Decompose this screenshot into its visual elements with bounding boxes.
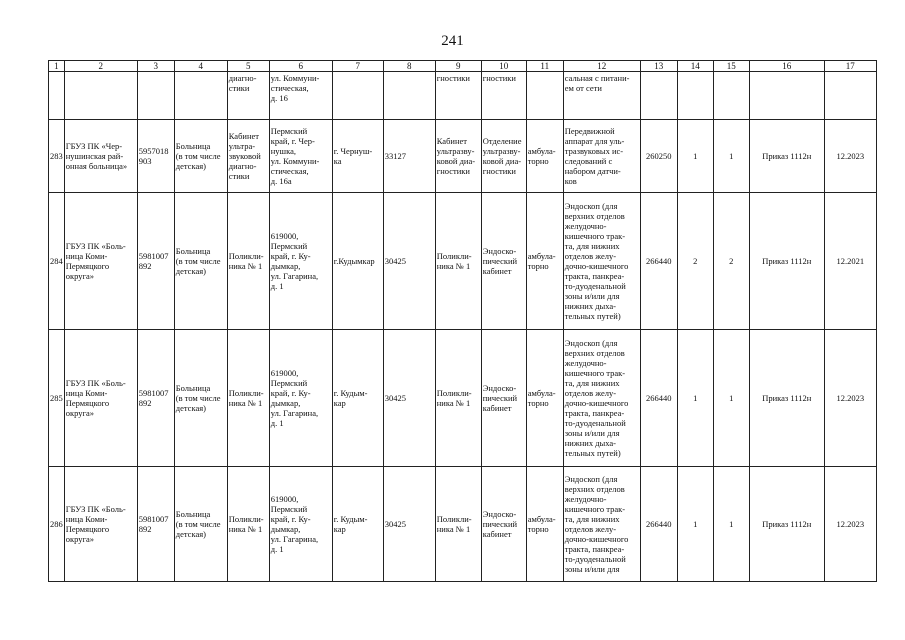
- column-number: 1: [49, 61, 65, 72]
- column-number: 10: [481, 61, 526, 72]
- address-cell: ул. Коммуни- стическая, д. 16: [269, 72, 332, 120]
- column-number: 12: [563, 61, 640, 72]
- row-number-cell: 284: [49, 193, 65, 330]
- facility-type-cell: Больница (в том числе детская): [174, 193, 227, 330]
- equipment-code-cell: 266440: [640, 467, 677, 582]
- care-type-cell: амбула- торно: [526, 467, 563, 582]
- code-cell: 30425: [383, 193, 435, 330]
- table-row: [49, 193, 877, 330]
- equipment-code-cell: 266440: [640, 193, 677, 330]
- order-cell: Приказ 1112н: [749, 330, 824, 467]
- equipment-code-cell: 266440: [640, 330, 677, 467]
- dept-cell: Поликли- ника № 1: [435, 467, 481, 582]
- quantity-cell: 2: [713, 193, 749, 330]
- subdept-cell: Эндоско- пический кабинет: [481, 330, 526, 467]
- row-number-cell: 283: [49, 120, 65, 193]
- quantity-cell: 1: [677, 467, 713, 582]
- code-cell: 33127: [383, 120, 435, 193]
- equipment-cell: Передвижной аппарат для уль- тразвуковых ис- следований с набором датчи- ков: [563, 120, 640, 193]
- continuation-row: [49, 72, 877, 120]
- date-cell: 12.2021: [824, 193, 876, 330]
- order-cell: Приказ 1112н: [749, 120, 824, 193]
- equipment-cell: Эндоскоп (для верхних отделов желудочно- кишечного трак- та, для нижних отделов желу- дочно-кишечного тракта, панкреа- то-дуоденальной зоны и/или для нижних дыха- тельных путей): [563, 193, 640, 330]
- table-row: [49, 330, 877, 467]
- column-number: 9: [435, 61, 481, 72]
- city-cell: г. Кудым- кар: [332, 330, 383, 467]
- column-number: 5: [227, 61, 269, 72]
- city-cell: г. Чернуш- ка: [332, 120, 383, 193]
- date-cell: 12.2023: [824, 330, 876, 467]
- dept-cell: гностики: [435, 72, 481, 120]
- unit-cell: Поликли- ника № 1: [227, 330, 269, 467]
- column-number: 16: [749, 61, 824, 72]
- table-row: [49, 120, 877, 193]
- subdept-cell: Эндоско- пический кабинет: [481, 467, 526, 582]
- quantity-cell: 1: [677, 120, 713, 193]
- quantity-cell: 1: [713, 120, 749, 193]
- unit-cell: Поликли- ника № 1: [227, 193, 269, 330]
- order-cell: Приказ 1112н: [749, 467, 824, 582]
- address-cell: 619000, Пермский край, г. Ку- дымкар, ул. Гагарина, д. 1: [269, 467, 332, 582]
- inn-cell: 5981007 892: [137, 193, 174, 330]
- code-cell: 30425: [383, 467, 435, 582]
- registry-table: [48, 60, 877, 582]
- column-number: 7: [332, 61, 383, 72]
- table-row: [49, 467, 877, 582]
- dept-cell: Поликли- ника № 1: [435, 193, 481, 330]
- unit-cell: Кабинет ультра- звуковой диагно- стики: [227, 120, 269, 193]
- organization-cell: ГБУЗ ПК «Чер- нушинская рай- онная больница»: [64, 120, 137, 193]
- inn-cell: 5957018 903: [137, 120, 174, 193]
- row-number-cell: 286: [49, 467, 65, 582]
- page-number: 241: [441, 33, 464, 49]
- inn-cell: 5981007 892: [137, 467, 174, 582]
- inn-cell: 5981007 892: [137, 330, 174, 467]
- column-number: 14: [677, 61, 713, 72]
- row-number-cell: 285: [49, 330, 65, 467]
- column-number: 4: [174, 61, 227, 72]
- code-cell: 30425: [383, 330, 435, 467]
- facility-type-cell: Больница (в том числе детская): [174, 467, 227, 582]
- column-number: 3: [137, 61, 174, 72]
- date-cell: 12.2023: [824, 467, 876, 582]
- quantity-cell: 1: [713, 330, 749, 467]
- quantity-cell: 2: [677, 193, 713, 330]
- address-cell: 619000, Пермский край, г. Ку- дымкар, ул. Гагарина, д. 1: [269, 193, 332, 330]
- subdept-cell: гностики: [481, 72, 526, 120]
- equipment-cell: сальная с питани- ем от сети: [563, 72, 640, 120]
- address-cell: 619000, Пермский край, г. Ку- дымкар, ул. Гагарина, д. 1: [269, 330, 332, 467]
- address-cell: Пермский край, г. Чер- нушка, ул. Коммуни- стическая, д. 16а: [269, 120, 332, 193]
- dept-cell: Поликли- ника № 1: [435, 330, 481, 467]
- city-cell: г. Кудым- кар: [332, 467, 383, 582]
- care-type-cell: амбула- торно: [526, 120, 563, 193]
- dept-cell: Кабинет ультразву- ковой диа- гностики: [435, 120, 481, 193]
- care-type-cell: амбула- торно: [526, 193, 563, 330]
- order-cell: Приказ 1112н: [749, 193, 824, 330]
- care-type-cell: амбула- торно: [526, 330, 563, 467]
- city-cell: г.Кудымкар: [332, 193, 383, 330]
- organization-cell: ГБУЗ ПК «Боль- ница Коми- Пермяцкого округа»: [64, 193, 137, 330]
- subdept-cell: Отделение ультразву- ковой диа- гностики: [481, 120, 526, 193]
- column-number: 17: [824, 61, 876, 72]
- date-cell: 12.2023: [824, 120, 876, 193]
- column-number: 15: [713, 61, 749, 72]
- organization-cell: ГБУЗ ПК «Боль- ница Коми- Пермяцкого округа»: [64, 330, 137, 467]
- unit-cell: Поликли- ника № 1: [227, 467, 269, 582]
- column-number: 13: [640, 61, 677, 72]
- column-number: 8: [383, 61, 435, 72]
- subdept-cell: Эндоско- пический кабинет: [481, 193, 526, 330]
- facility-type-cell: Больница (в том числе детская): [174, 330, 227, 467]
- equipment-code-cell: 260250: [640, 120, 677, 193]
- unit-cell: диагно- стики: [227, 72, 269, 120]
- organization-cell: ГБУЗ ПК «Боль- ница Коми- Пермяцкого округа»: [64, 467, 137, 582]
- quantity-cell: 1: [677, 330, 713, 467]
- facility-type-cell: Больница (в том числе детская): [174, 120, 227, 193]
- quantity-cell: 1: [713, 467, 749, 582]
- column-number: 6: [269, 61, 332, 72]
- header-row: [49, 61, 877, 72]
- equipment-cell: Эндоскоп (для верхних отделов желудочно- кишечного трак- та, для нижних отделов желу- дочно-кишечного тракта, панкреа- то-дуоденальной зоны и/или для: [563, 467, 640, 582]
- column-number: 11: [526, 61, 563, 72]
- column-number: 2: [64, 61, 137, 72]
- equipment-cell: Эндоскоп (для верхних отделов желудочно- кишечного трак- та, для нижних отделов желу- дочно-кишечного тракта, панкреа- то-дуоденальной зоны и/или для нижних дыха- тельных путей): [563, 330, 640, 467]
